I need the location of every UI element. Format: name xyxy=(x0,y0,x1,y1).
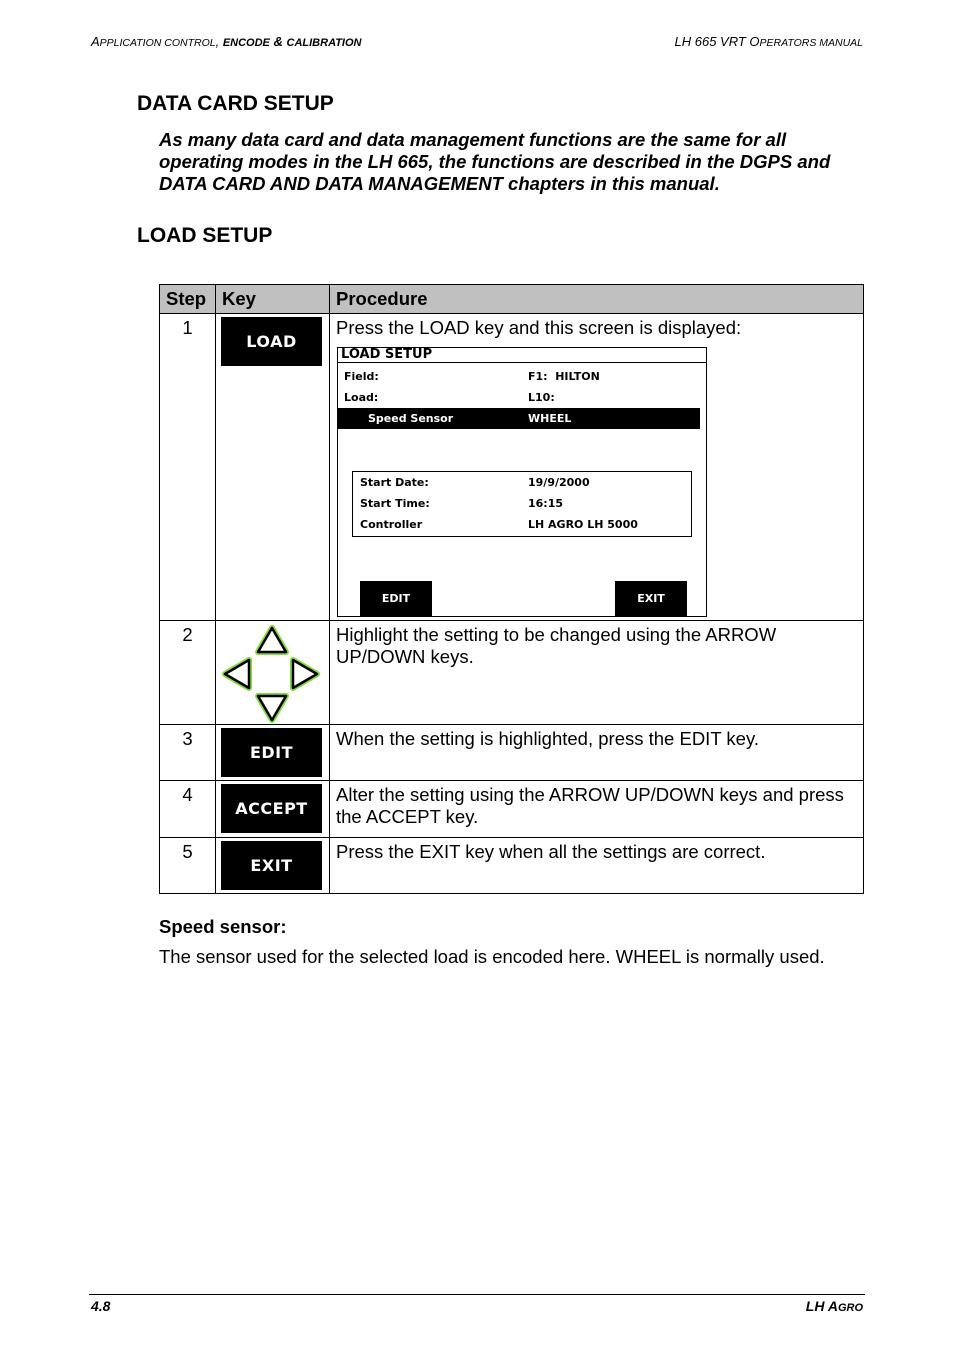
table-row xyxy=(160,838,864,894)
step-number: 3 xyxy=(160,725,216,781)
screen-value: 16:15 xyxy=(528,497,564,510)
accept-key-icon: ACCEPT xyxy=(221,784,322,833)
step-number: 4 xyxy=(160,781,216,838)
speed-sensor-title: Speed sensor: xyxy=(159,916,287,937)
screen-row-start-date xyxy=(353,472,691,493)
screen-value: LH AGRO LH 5000 xyxy=(528,518,638,531)
table-row xyxy=(160,725,864,781)
procedure-text: When the setting is highlighted, press the EDIT key. xyxy=(330,725,864,781)
arrow-down-icon xyxy=(255,692,289,724)
header-step: Step xyxy=(160,285,216,314)
screen-label: Start Time: xyxy=(360,497,430,510)
screen-value: L10: xyxy=(528,391,555,404)
screen-exit-button: EXIT xyxy=(615,581,687,616)
header-procedure: Procedure xyxy=(330,285,864,314)
screen-value: WHEEL xyxy=(528,412,572,425)
step-number: 1 xyxy=(160,314,216,621)
screen-edit-button: EDIT xyxy=(360,581,432,616)
screen-label: Speed Sensor xyxy=(368,412,454,425)
data-card-setup-title: DATA CARD SETUP xyxy=(137,92,334,115)
load-setup-title: LOAD SETUP xyxy=(137,224,273,247)
header-key: Key xyxy=(216,285,330,314)
screen-row-load xyxy=(338,387,706,408)
screen-label: Controller xyxy=(360,518,423,531)
running-header-right: LH 665 VRT OPERATORS MANUAL xyxy=(674,34,863,49)
arrow-left-icon xyxy=(221,657,253,691)
screen-row-controller xyxy=(353,514,691,535)
screen-title: LOAD SETUP xyxy=(338,348,706,363)
screen-info-box xyxy=(352,471,692,537)
table-row xyxy=(160,314,864,621)
screen-row-field xyxy=(338,366,706,387)
footer-rule xyxy=(89,1294,865,1295)
procedure-text: Press the EXIT key when all the settings are correct. xyxy=(330,838,864,894)
procedure-text: Alter the setting using the ARROW UP/DOWN keys and press the ACCEPT key. xyxy=(330,781,864,838)
footer-brand: LH AGRO xyxy=(805,1298,863,1314)
arrow-keys xyxy=(221,624,321,724)
data-card-setup-text: As many data card and data management functions are the same for all operating modes in the LH 665, the functions are described in the DGPS and DATA CARD AND DATA MANAGEMENT chapters in this manual. xyxy=(159,129,831,194)
step-number: 5 xyxy=(160,838,216,894)
speed-sensor-text: The sensor used for the selected load is encoded here. WHEEL is normally used. xyxy=(159,946,825,967)
screen-label: Load: xyxy=(344,391,379,404)
load-setup-screen xyxy=(337,347,707,617)
running-header-left: APPLICATION CONTROL, ENCODE & CALIBRATION xyxy=(91,34,362,49)
screen-value: 19/9/2000 xyxy=(528,476,590,489)
arrow-up-icon xyxy=(255,624,289,656)
load-key-icon: LOAD xyxy=(221,317,322,366)
exit-key-icon: EXIT xyxy=(221,841,322,890)
table-row xyxy=(160,781,864,838)
screen-row-start-time xyxy=(353,493,691,514)
screen-row-speed-sensor xyxy=(338,408,700,429)
arrow-right-icon xyxy=(289,657,321,691)
step-number: 2 xyxy=(160,621,216,725)
screen-label: Field: xyxy=(344,370,379,383)
procedure-text: Press the LOAD key and this screen is displayed: xyxy=(336,317,742,338)
edit-key-icon: EDIT xyxy=(221,728,322,777)
table-header-row xyxy=(160,285,864,314)
page-number: 4.8 xyxy=(91,1298,111,1314)
table-row xyxy=(160,621,864,725)
procedure-table xyxy=(159,284,864,894)
screen-value: F1: HILTON xyxy=(528,370,600,383)
procedure-text: Highlight the setting to be changed using the ARROW UP/DOWN keys. xyxy=(330,621,864,725)
screen-label: Start Date: xyxy=(360,476,429,489)
